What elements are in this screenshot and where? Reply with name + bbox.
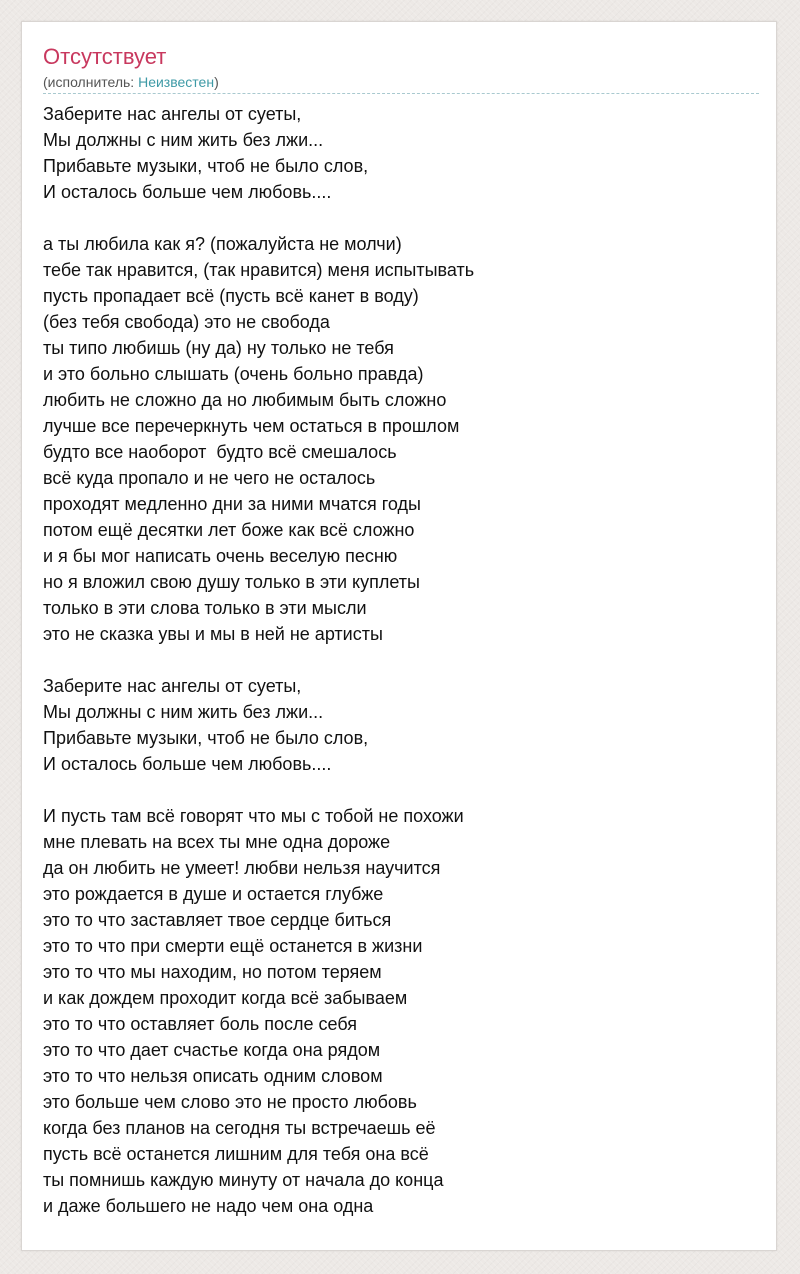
lyrics-line: когда без планов на сегодня ты встречаешь её (43, 1118, 436, 1138)
lyrics-line: И осталось больше чем любовь.... (43, 754, 332, 774)
lyrics-line: это то что дает счастье когда она рядом (43, 1040, 381, 1060)
lyrics-line: Мы должны с ним жить без лжи... (43, 702, 324, 722)
lyrics-line: это то что оставляет боль после себя (43, 1014, 357, 1034)
lyrics-line: Заберите нас ангелы от суеты, (43, 104, 302, 124)
lyrics-line: всё куда пропало и не чего не осталось (43, 468, 376, 488)
lyrics-line: (без тебя свобода) это не свобода (43, 312, 330, 332)
lyrics-line: любить не сложно да но любимым быть сложно (43, 390, 447, 410)
artist-line (43, 73, 759, 91)
lyrics-line: будто все наоборот будто всё смешалось (43, 442, 397, 462)
lyrics-line: пусть пропадает всё (пусть всё канет в воду) (43, 286, 419, 306)
lyrics-line: ты помнишь каждую минуту от начала до конца (43, 1170, 444, 1190)
lyrics-line: пусть всё останется лишним для тебя она всё (43, 1144, 429, 1164)
lyrics-line: тебе так нравится, (так нравится) меня испытывать (43, 260, 475, 280)
lyrics-line: проходят медленно дни за ними мчатся годы (43, 494, 421, 514)
artist-link[interactable]: Неизвестен (138, 74, 215, 90)
lyrics-line: Мы должны с ним жить без лжи... (43, 130, 324, 150)
lyrics-line: это рождается в душе и остается глубже (43, 884, 384, 904)
lyrics-line: и я бы мог написать очень веселую песню (43, 546, 398, 566)
lyrics-line: и даже большего не надо чем она одна (43, 1196, 374, 1216)
lyrics-line: это то что при смерти ещё останется в жизни (43, 936, 423, 956)
lyrics-line: это больше чем слово это не просто любовь (43, 1092, 417, 1112)
lyrics-line: да он любить не умеет! любви нельзя научится (43, 858, 441, 878)
lyrics-line: и как дождем проходит когда всё забываем (43, 988, 408, 1008)
lyrics-line: но я вложил свою душу только в эти куплеты (43, 572, 420, 592)
artist-suffix: ) (214, 74, 219, 90)
lyrics-line: и это больно слышать (очень больно правда) (43, 364, 424, 384)
lyrics-card (21, 21, 777, 1251)
lyrics-line: а ты любила как я? (пожалуйста не молчи) (43, 234, 402, 254)
lyrics-line: это то что заставляет твое сердце биться (43, 910, 392, 930)
lyrics-body (43, 101, 759, 1219)
lyrics-line: И осталось больше чем любовь.... (43, 182, 332, 202)
lyrics-line: лучше все перечеркнуть чем остаться в прошлом (43, 416, 460, 436)
lyrics-stanza (43, 803, 759, 1219)
lyrics-line: это то что нельзя описать одним словом (43, 1066, 383, 1086)
song-header (43, 44, 759, 94)
lyrics-line: это не сказка увы и мы в ней не артисты (43, 624, 383, 644)
lyrics-line: потом ещё десятки лет боже как всё сложно (43, 520, 415, 540)
lyrics-stanza (43, 231, 759, 647)
lyrics-line: Заберите нас ангелы от суеты, (43, 676, 302, 696)
lyrics-line: И пусть там всё говорят что мы с тобой не похожи (43, 806, 464, 826)
artist-prefix: (исполнитель: (43, 74, 139, 90)
lyrics-line: это то что мы находим, но потом теряем (43, 962, 382, 982)
lyrics-line: ты типо любишь (ну да) ну только не тебя (43, 338, 394, 358)
lyrics-stanza (43, 673, 759, 777)
lyrics-stanza (43, 101, 759, 205)
lyrics-line: Прибавьте музыки, чтоб не было слов, (43, 156, 369, 176)
lyrics-line: Прибавьте музыки, чтоб не было слов, (43, 728, 369, 748)
song-title: Отсутствует (43, 44, 167, 69)
lyrics-line: мне плевать на всех ты мне одна дороже (43, 832, 391, 852)
lyrics-line: только в эти слова только в эти мысли (43, 598, 367, 618)
